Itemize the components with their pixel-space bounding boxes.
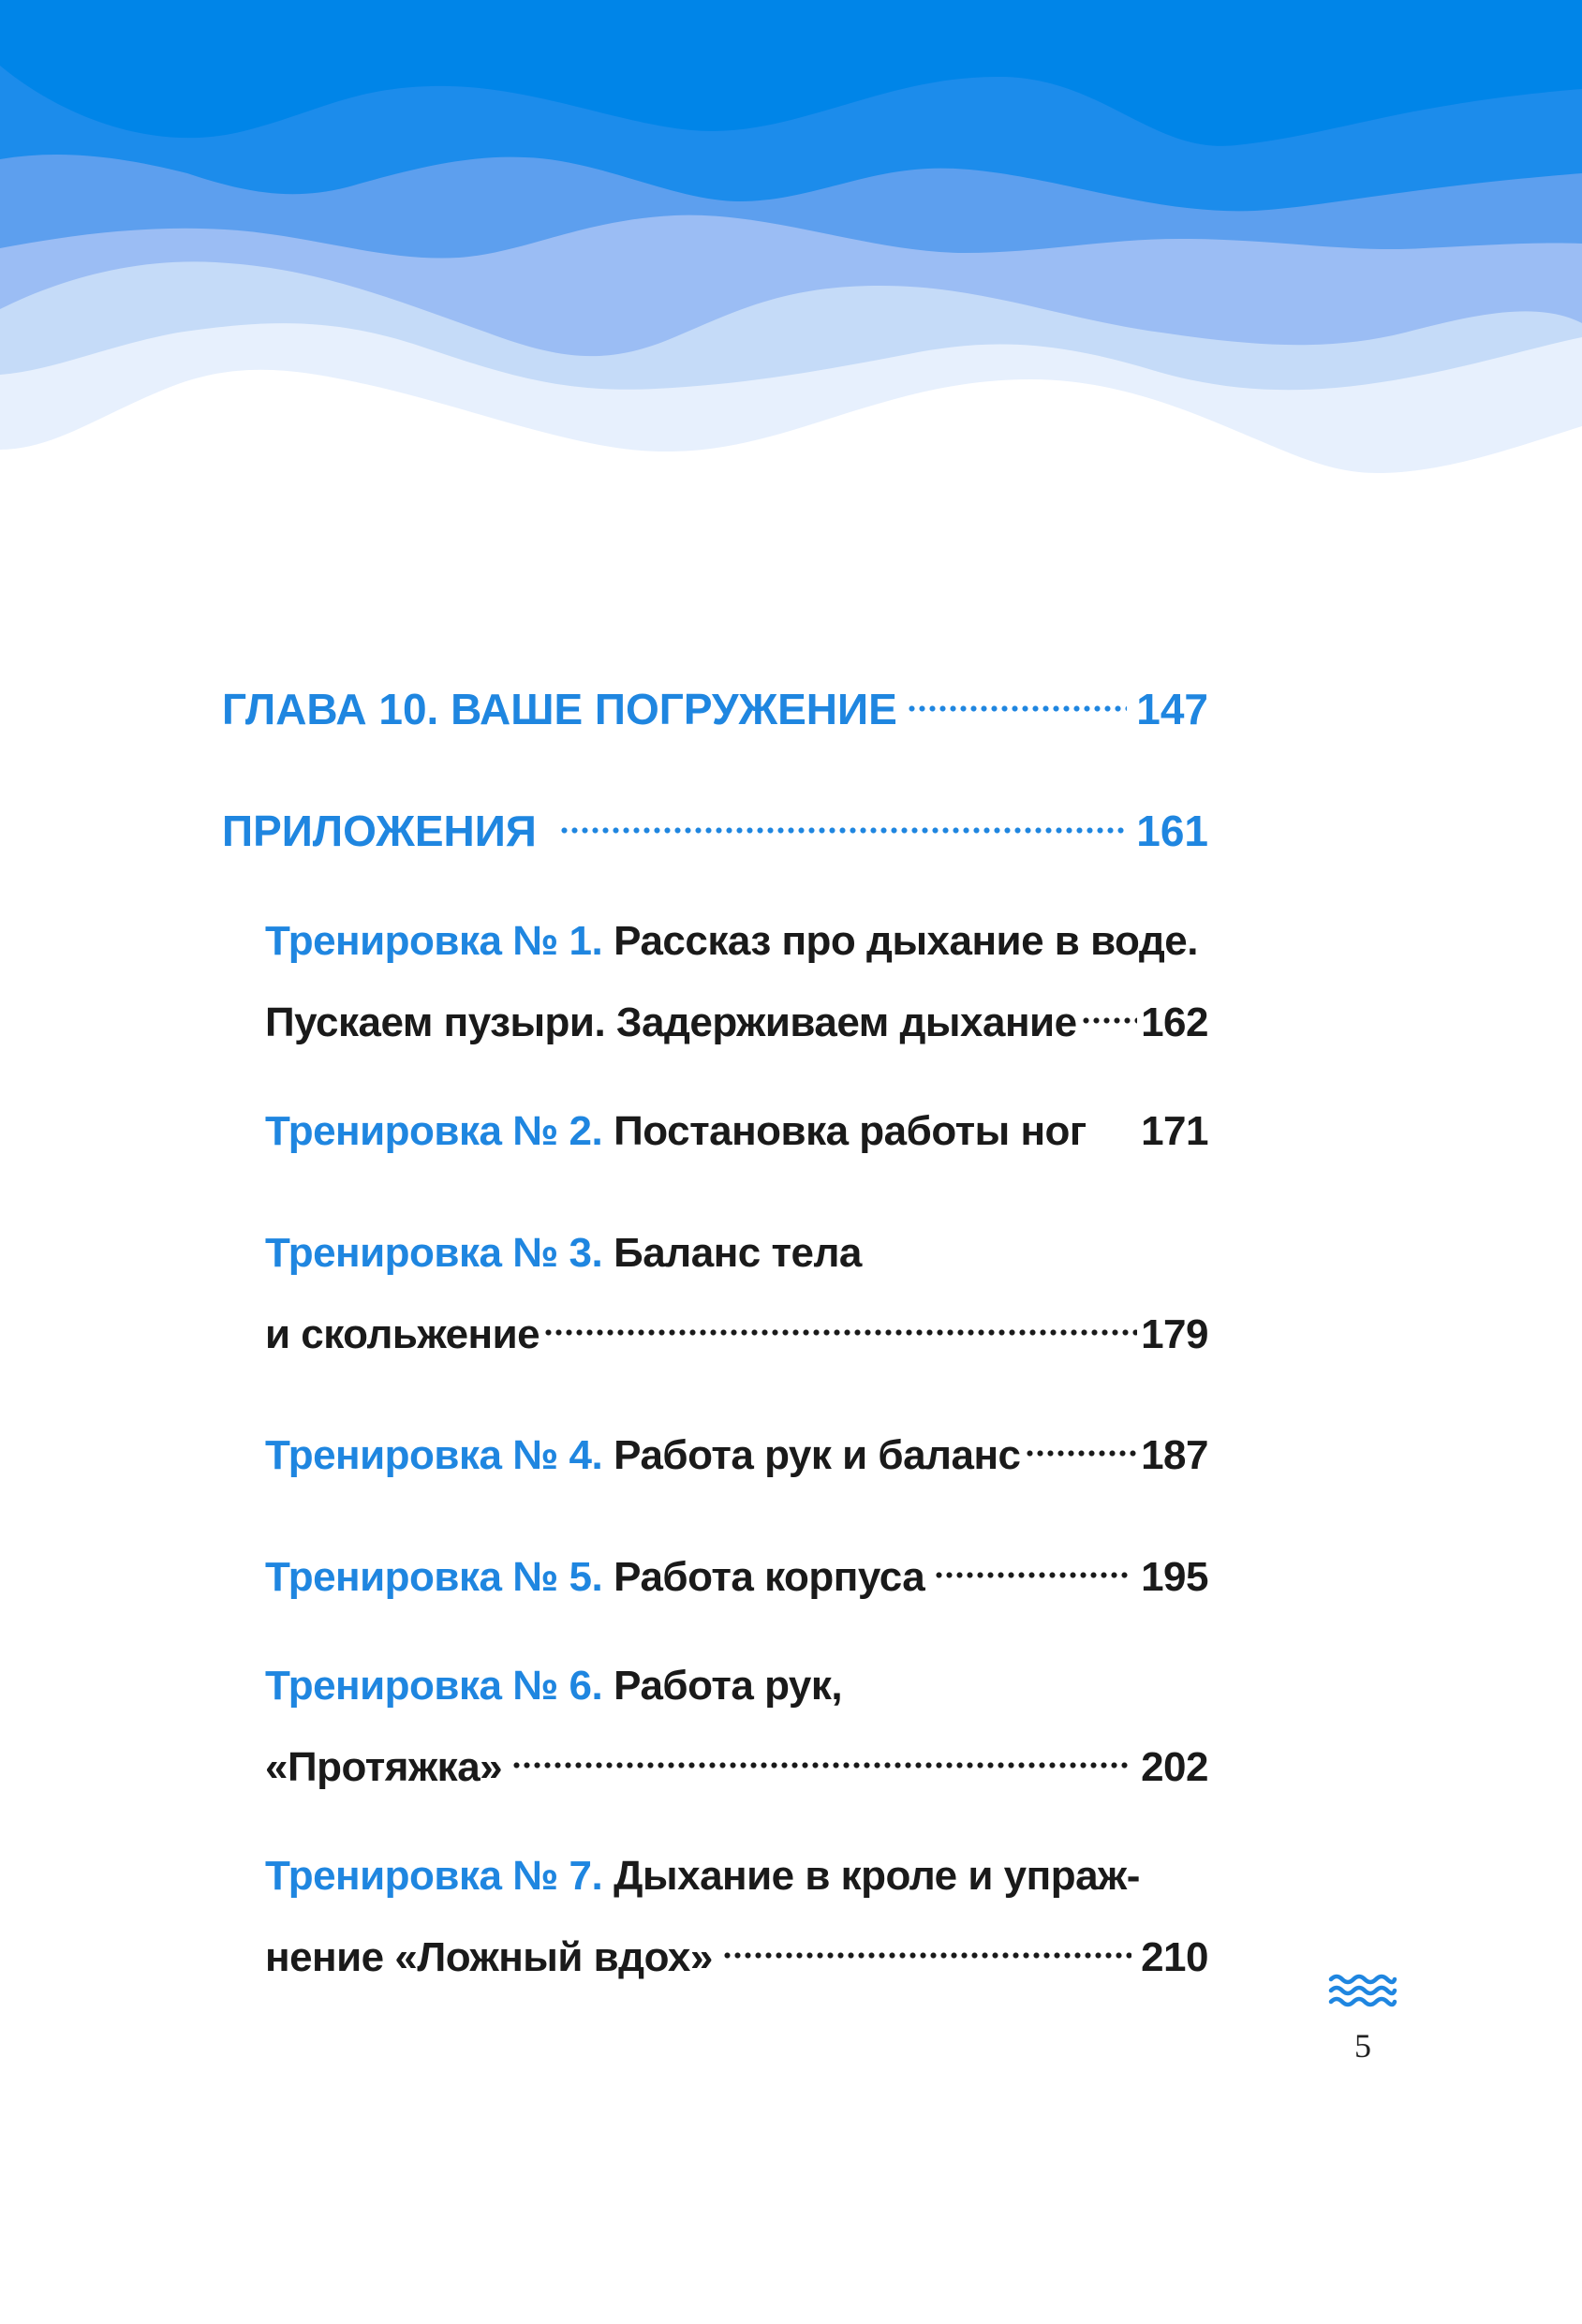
toc-page-number: 179 [1141,1311,1208,1357]
toc-entry-training-1-cont[interactable] [265,984,1208,1049]
toc-page-number: 187 [1141,1432,1208,1478]
toc-entry-training-5[interactable] [265,1538,1208,1604]
toc-page-number: 210 [1141,1934,1208,1980]
dot-leader [722,1918,1131,1971]
training-title-cont: «Протяжка» [265,1744,503,1790]
toc-page-number: 161 [1136,807,1208,855]
toc-page-number: 171 [1141,1108,1208,1154]
training-title: Рассказ про дыхание в воде. [614,918,1198,964]
dot-leader [559,793,1127,846]
toc-page-number: 147 [1136,685,1208,733]
toc-entry-title: ПРИЛОЖЕНИЯ [222,807,537,855]
toc-page-number: 162 [1141,999,1208,1045]
wave-header-decoration [0,0,1582,581]
dot-leader [511,1728,1131,1781]
training-title-cont: нение «Ложный вдох» [265,1934,713,1980]
toc-entry-title: ГЛАВА 10. ВАШЕ ПОГРУЖЕНИЕ [222,685,897,733]
toc-entry-training-1[interactable] [265,915,1208,968]
toc-entry-training-4[interactable] [265,1416,1208,1482]
dot-leader [934,1538,1131,1591]
training-label: Тренировка № 1. [265,918,603,964]
dot-leader [543,1295,1137,1348]
dot-leader [907,672,1128,724]
training-label: Тренировка № 4. [265,1432,603,1478]
water-waves-icon [1327,1972,1398,2009]
dot-leader [1081,984,1138,1036]
page-number: 5 [1354,2027,1371,2065]
toc-page-number: 202 [1141,1744,1208,1790]
toc-entry-training-7-cont[interactable] [265,1918,1208,1984]
dot-leader [1025,1416,1138,1469]
toc-entry-appendices[interactable] [222,793,1208,857]
toc-entry-chapter-10[interactable] [222,672,1208,735]
training-title: Работа рук, [614,1663,843,1709]
toc-entry-training-3-cont[interactable] [265,1295,1208,1361]
toc-entry-training-3[interactable] [265,1227,1208,1280]
toc-entry-training-6-cont[interactable] [265,1728,1208,1794]
training-label: Тренировка № 3. [265,1230,603,1276]
training-title-cont: Пускаем пузыри. Задерживаем дыхание [265,999,1077,1045]
training-label: Тренировка № 7. [265,1853,603,1899]
training-title: Баланс тела [614,1230,862,1276]
training-label: Тренировка № 5. [265,1554,603,1600]
training-label: Тренировка № 6. [265,1663,603,1709]
training-title-cont: и скольжение [265,1311,540,1357]
toc-entry-training-2[interactable] [265,1105,1208,1158]
training-label: Тренировка № 2. [265,1108,603,1154]
training-title: Постановка работы ног [614,1108,1087,1154]
training-title: Работа корпуса [614,1554,925,1600]
toc-entry-training-7[interactable] [265,1850,1208,1902]
toc-page-number: 195 [1141,1554,1208,1600]
toc-entry-training-6[interactable] [265,1660,1208,1712]
training-title: Дыхание в кроле и упраж- [614,1853,1140,1899]
training-title: Работа рук и баланс [614,1432,1021,1478]
